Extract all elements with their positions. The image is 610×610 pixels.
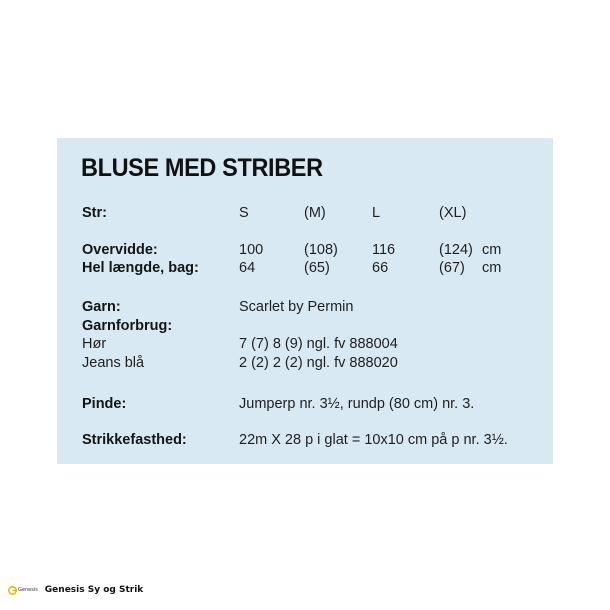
size-xl: (XL) xyxy=(439,205,467,221)
overvidde-m: (108) xyxy=(304,242,338,258)
length-xl: (67) xyxy=(439,260,465,276)
color-name-jeans: Jeans blå xyxy=(82,355,145,371)
length-l: 66 xyxy=(372,260,389,276)
size-m: (M) xyxy=(304,205,326,221)
color-name-hor: Hør xyxy=(82,336,107,352)
genesis-logo-icon xyxy=(8,586,17,595)
garn-label: Garn: xyxy=(82,299,121,315)
size-l: L xyxy=(372,205,381,221)
size-s: S xyxy=(239,205,249,221)
strikkefasthed-label: Strikkefasthed: xyxy=(82,432,187,448)
length-s: 64 xyxy=(239,260,256,276)
length-m: (65) xyxy=(304,260,330,276)
logo-text: Genesis xyxy=(18,587,38,593)
pinde-value: Jumperp nr. 3½, rundp (80 cm) nr. 3. xyxy=(239,396,475,412)
length-unit: cm xyxy=(482,260,502,276)
footer-name: Genesis Sy og Strik xyxy=(44,585,144,595)
color-amount-jeans: 2 (2) 2 (2) ngl. fv 888020 xyxy=(239,355,398,371)
pinde-label: Pinde: xyxy=(82,396,127,412)
genesis-logo xyxy=(8,585,38,595)
sizes-label: Str: xyxy=(82,205,107,221)
strikkefasthed-value: 22m X 28 p i glat = 10x10 cm på p nr. 3½. xyxy=(239,432,508,448)
length-label: Hel længde, bag: xyxy=(82,260,199,276)
overvidde-label: Overvidde: xyxy=(82,242,158,258)
overvidde-s: 100 xyxy=(239,242,264,258)
garn-value: Scarlet by Permin xyxy=(239,299,354,315)
footer-watermark xyxy=(8,582,143,598)
overvidde-xl: (124) xyxy=(439,242,473,258)
color-amount-hor: 7 (7) 8 (9) ngl. fv 888004 xyxy=(239,336,398,352)
garnforbrug-label: Garnforbrug: xyxy=(82,318,173,334)
overvidde-l: 116 xyxy=(372,242,396,258)
pattern-title: BLUSE MED STRIBER xyxy=(81,154,323,182)
overvidde-unit: cm xyxy=(482,242,502,258)
